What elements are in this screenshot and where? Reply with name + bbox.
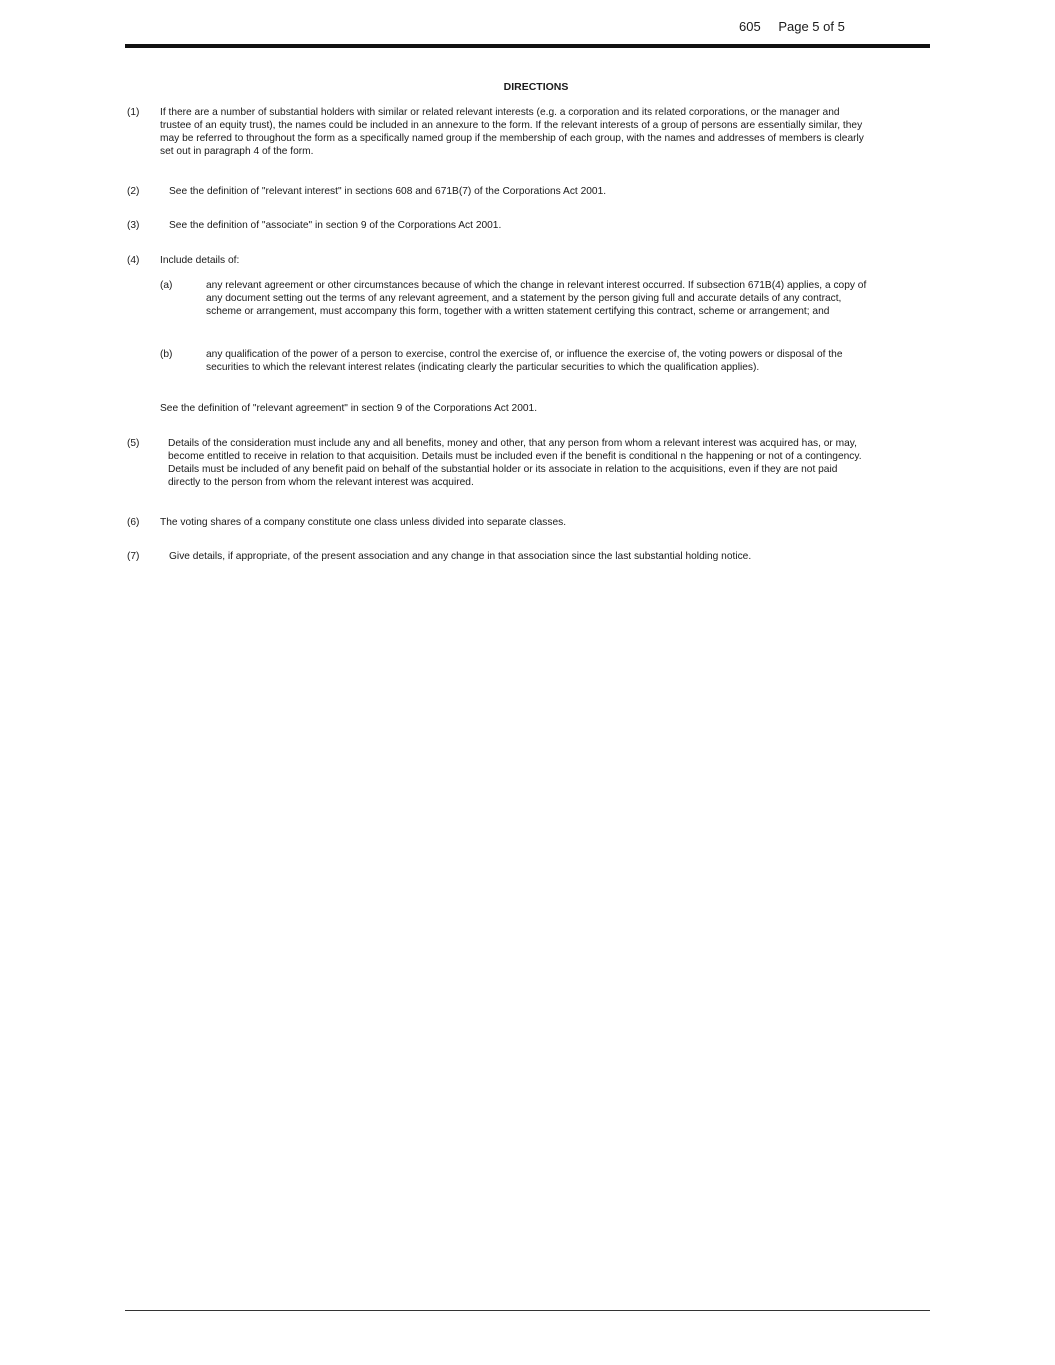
- direction-7-text: Give details, if appropriate, of the present association and any change in that association since the last substantial holding notice.: [169, 551, 752, 562]
- direction-3-number: (3): [127, 220, 140, 231]
- direction-5-text: Details of the consideration must include any and all benefits, money and other, that any person from whom a relevant interest was acquired has, or may, become entitled to receive in relation to that acquisition. Details must be included even if the benefit is conditional n the happening or not of a contingency. Details must be included of any benefit paid on behalf of the substantial holder or its associate in relation to the acquisitions, even if they are not paid directly to the person from whom the relevant interest was acquired.: [168, 438, 862, 488]
- direction-6-text: The voting shares of a company constitute one class unless divided into separate classes.: [160, 517, 567, 528]
- header-divider: [125, 44, 930, 48]
- page-indicator: Page 5 of 5: [778, 19, 845, 34]
- direction-7-number: (7): [127, 551, 140, 562]
- direction-2-number: (2): [127, 186, 140, 197]
- direction-6-number: (6): [127, 517, 140, 528]
- page-title: DIRECTIONS: [503, 81, 569, 93]
- direction-1-number: (1): [127, 107, 140, 118]
- direction-2-text: See the definition of "relevant interest" in sections 608 and 671B(7) of the Corporations Act 2001.: [169, 186, 607, 197]
- direction-4b-letter: (b): [160, 349, 173, 360]
- form-number: 605: [739, 19, 761, 34]
- direction-4-number: (4): [127, 255, 140, 266]
- page-header-reference: [739, 19, 845, 34]
- direction-4b-text: any qualification of the power of a person to exercise, control the exercise of, or influence the exercise of, the voting powers or disposal of the securities to which the relevant interest relates (indicating clearly the particular securities to which the qualification applies).: [206, 349, 843, 373]
- direction-5-number: (5): [127, 438, 140, 449]
- direction-3-text: See the definition of "associate" in section 9 of the Corporations Act 2001.: [169, 220, 502, 231]
- direction-1-text: If there are a number of substantial holders with similar or related relevant interests (e.g. a corporation and its related corporations, or the manager and trustee of an equity trust), the names could be included in an annexure to the form. If the relevant interests of a group of persons are essentially similar, they may be referred to throughout the form as a specifically named group if the membership of each group, with the names and addresses of members is clearly set out in paragraph 4 of the form.: [160, 107, 864, 157]
- direction-4a-letter: (a): [160, 280, 173, 291]
- direction-4-text: Include details of:: [160, 255, 240, 266]
- direction-4-footnote: See the definition of "relevant agreement" in section 9 of the Corporations Act 2001.: [160, 403, 538, 414]
- footer-divider: [125, 1310, 930, 1311]
- direction-4a-text: any relevant agreement or other circumstances because of which the change in relevant interest occurred. If subsection 671B(4) applies, a copy of any document setting out the terms of any relevant agreement, and a statement by the person giving full and accurate details of any contract, scheme or arrangement, must accompany this form, together with a written statement certifying this contract, scheme or arrangement; and: [206, 280, 867, 317]
